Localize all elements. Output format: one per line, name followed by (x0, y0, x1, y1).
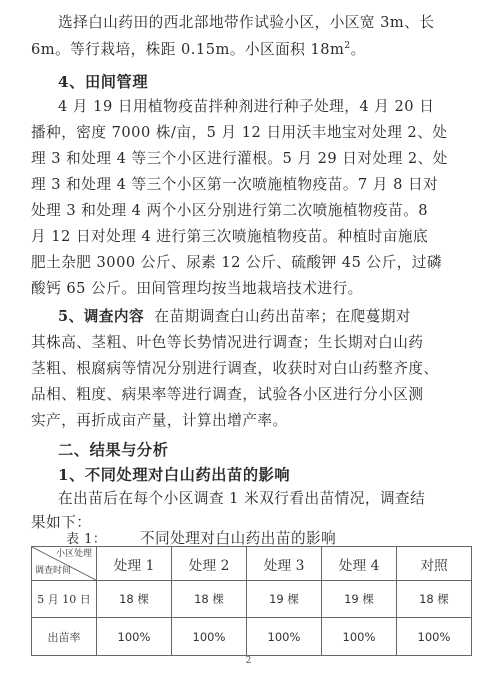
emergence-paragraph-line: 果如下： (31, 514, 92, 531)
table-caption (66, 528, 466, 546)
table-cell: 100% (397, 618, 472, 656)
table-row-label: 5 月 10 日 (32, 581, 97, 618)
table-cell: 19 棵 (322, 581, 397, 618)
table-header-cell: 对照 (397, 547, 472, 581)
field-paragraph-line: 处理 3 和处理 4 两个小区分别进行第二次喷施植物疫苗。8 (31, 202, 429, 219)
heading-field-management: 4、田间管理 (58, 73, 149, 91)
table-title: 不同处理对白山药出苗的影响 (140, 530, 337, 547)
table-cell: 18 棵 (397, 581, 472, 618)
heading-emergence-effect: 1、不同处理对白山药出苗的影响 (58, 466, 291, 484)
plot-size-text: 6m。等行栽培，株距 0.15m。小区面积 18m (31, 41, 345, 58)
table-cell: 100% (172, 618, 247, 656)
table-header-cell: 处理 3 (247, 547, 322, 581)
field-paragraph-line: 酸钙 65 公斤。田间管理均按当地栽培技术进行。 (31, 280, 363, 297)
emergence-table (31, 546, 472, 656)
survey-paragraph-line-1 (58, 304, 411, 331)
survey-paragraph-line: 茎粗、根腐病等情况分别进行调查，收获时对白山药整齐度、 (31, 360, 439, 377)
field-paragraph-line: 理 3 和处理 4 等三个小区进行灌根。5 月 29 日对处理 2、处 (31, 150, 448, 167)
section-results-analysis: 二、结果与分析 (58, 441, 169, 459)
field-paragraph-line: 月 12 日对处理 4 进行第三次喷施植物疫苗。种植时亩施底 (31, 228, 429, 245)
table-header-cell: 处理 4 (322, 547, 397, 581)
table-header-cell: 处理 2 (172, 547, 247, 581)
table-cell: 100% (322, 618, 397, 656)
field-paragraph-line: 播种，密度 7000 株/亩，5 月 12 日用沃丰地宝对处理 2、处 (31, 124, 448, 141)
corner-label-treatment: 小区处理 (55, 549, 92, 559)
table-label: 表 1： (66, 532, 107, 547)
table-cell: 100% (97, 618, 172, 656)
table-row (32, 618, 472, 656)
layout-paragraph-line-1: 选择白山药田的西北部地带作试验小区，小区宽 3m、长 (58, 14, 435, 31)
corner-label-survey-date: 调查时间 (35, 566, 72, 576)
area-unit-superscript: 2 (344, 41, 351, 52)
emergence-paragraph-line: 在出苗后在每个小区调查 1 米双行看出苗情况，调查结 (58, 490, 426, 507)
layout-paragraph-line-2 (31, 37, 366, 64)
survey-paragraph-line: 实产，再折成亩产量，计算出增产率。 (31, 412, 288, 429)
table-cell: 18 棵 (172, 581, 247, 618)
table-cell: 19 棵 (247, 581, 322, 618)
table-header-row (32, 547, 472, 581)
sentence-end: 。 (350, 41, 366, 58)
page-number: 2 (245, 656, 252, 666)
field-paragraph-line: 肥土杂肥 3000 公斤、尿素 12 公斤、硫酸钾 45 公斤，过磷 (31, 254, 442, 271)
survey-text: 在苗期调查白山药出苗率；在爬蔓期对 (154, 308, 412, 325)
table-row-label: 出苗率 (32, 618, 97, 656)
table-cell: 100% (247, 618, 322, 656)
field-paragraph-line: 4 月 19 日用植物疫苗拌种剂进行种子处理，4 月 20 日 (58, 98, 435, 115)
survey-paragraph-line: 品相、粗度、病果率等进行调查，试验各小区进行分小区测 (31, 386, 424, 403)
field-paragraph-line: 理 3 和处理 4 等三个小区第一次喷施植物疫苗。7 月 8 日对 (31, 176, 439, 193)
table-cell: 18 棵 (97, 581, 172, 618)
survey-paragraph-line: 其株高、茎粗、叶色等长势情况进行调查；生长期对白山药 (31, 334, 424, 351)
table-header-cell: 处理 1 (97, 547, 172, 581)
table-corner-cell (32, 547, 97, 581)
heading-survey-content: 5、调查内容 (58, 308, 145, 325)
table-row (32, 581, 472, 618)
